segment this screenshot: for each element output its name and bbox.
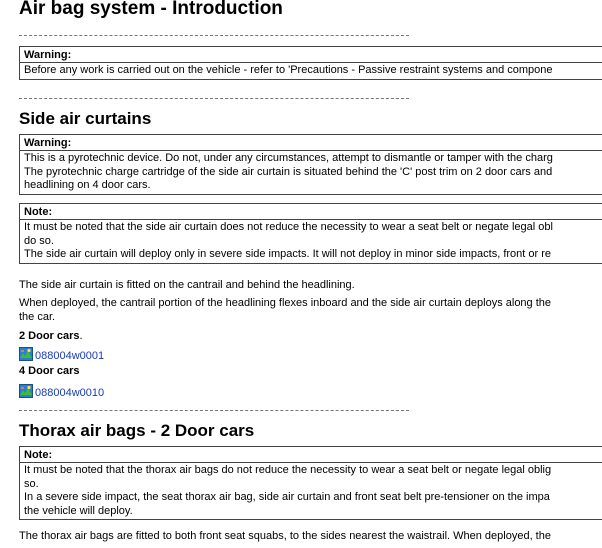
body-paragraph: The side air curtain is fitted on the cantrail and behind the headlining. — [19, 279, 355, 291]
body-paragraph: The thorax air bags are fitted to both front seat squabs, to the sides nearest the waistrail. When deployed, the — [19, 530, 551, 542]
paragraph-line: the car. — [19, 310, 56, 323]
paragraph-line: When deployed, the cantrail portion of the headlining flexes inboard and the side air curtain deploys along the — [19, 297, 552, 309]
subheading-label: 2 Door cars — [19, 330, 80, 342]
note-line: It must be noted that the thorax air bags do not reduce the necessity to wear a seat belt or negate legal oblig — [24, 464, 552, 476]
side-curtain-warning-box — [19, 134, 602, 195]
warning-body — [20, 151, 602, 194]
subheading-punctuation: . — [79, 330, 83, 342]
note-line: so. — [24, 477, 39, 490]
warning-heading: Warning: — [20, 135, 602, 151]
note-line: In a severe side impact, the seat thorax air bag, side air curtain and front seat belt pre-tensioner on the impa — [24, 491, 550, 503]
warning-line: This is a pyrotechnic device. Do not, under any circumstances, attempt to dismantle or tamper with the charg — [24, 152, 553, 164]
note-line: do so. — [24, 234, 54, 247]
section-divider — [19, 98, 409, 99]
warning-line: The pyrotechnic charge cartridge of the side air curtain is situated behind the 'C' post trim on 2 door cars and — [24, 165, 553, 178]
subheading-2-door-cars — [19, 330, 83, 344]
warning-body — [20, 63, 602, 79]
warning-heading: Warning: — [20, 47, 602, 63]
side-curtain-note-box — [19, 203, 602, 264]
thorax-note-box — [19, 446, 602, 520]
section-divider — [19, 410, 409, 411]
illustration-thumbnail-icon — [19, 384, 35, 401]
warning-text: Before any work is carried out on the vehicle - refer to 'Precautions - Passive restraint systems and compone — [24, 64, 553, 76]
note-line: The side air curtain will deploy only in severe side impacts. It will not deploy in minor side impacts, front or re — [24, 248, 552, 260]
note-heading: Note: — [20, 204, 602, 220]
page-title: Air bag system - Introduction — [19, 0, 283, 19]
illustration-link-text[interactable]: 088004w0010 — [35, 386, 105, 399]
illustration-link-text[interactable]: 088004w0001 — [35, 349, 105, 362]
note-heading: Note: — [20, 447, 602, 463]
warning-line: headlining on 4 door cars. — [24, 179, 151, 191]
note-line: It must be noted that the side air curtain does not reduce the necessity to wear a seat belt or negate legal obl — [24, 221, 553, 233]
intro-warning-box — [19, 46, 602, 80]
section-divider — [19, 35, 409, 36]
note-line: the vehicle will deploy. — [24, 504, 133, 517]
illustration-link-4-door[interactable] — [19, 384, 104, 401]
section-heading-thorax-air-bags: Thorax air bags - 2 Door cars — [19, 421, 255, 440]
illustration-thumbnail-icon — [19, 347, 35, 364]
note-body — [20, 220, 602, 263]
section-heading-side-air-curtains: Side air curtains — [19, 109, 152, 128]
note-body — [20, 463, 602, 519]
subheading-4-door-cars: 4 Door cars — [19, 365, 80, 377]
illustration-link-2-door[interactable] — [19, 347, 104, 364]
body-paragraph — [19, 297, 551, 324]
